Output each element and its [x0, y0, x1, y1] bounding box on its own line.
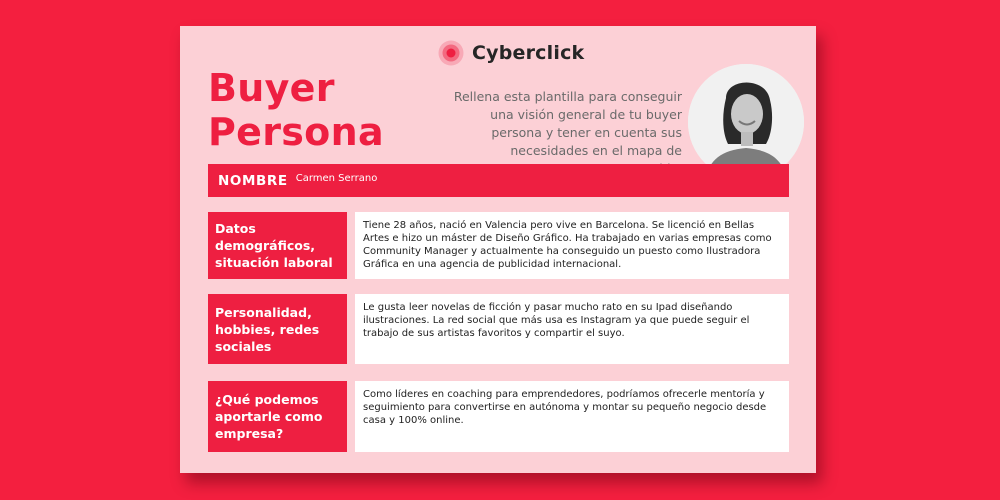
section-label-personality: Personalidad, hobbies, redes sociales: [208, 294, 347, 364]
section-label-company-value: ¿Qué podemos aportarle como empresa?: [208, 381, 347, 452]
person-photo-icon: [688, 64, 804, 180]
cyberclick-logo-icon: [438, 40, 464, 66]
avatar: [688, 64, 804, 180]
page-title: [208, 66, 384, 154]
brand: [438, 40, 584, 66]
name-value: Carmen Serrano: [295, 173, 378, 184]
section-text-personality: Le gusta leer novelas de ficción y pasar mucho rato en su Ipad diseñando ilustraciones. La red social que más usa es Instagram ya que puede seguir el trabajo de sus artistas favoritos y compartir el suyo.: [355, 294, 789, 364]
brand-name: Cyberclick: [472, 42, 585, 64]
section-text-demographics: Tiene 28 años, nació en Valencia pero vive en Barcelona. Se licenció en Bellas Artes e hizo un máster de Diseño Gráfico. Ha trabajado en varias empresas como Community Manager y actualmente ha conseguido un puesto como Ilustradora Gráfica en una agencia de publicidad internacional.: [355, 212, 789, 279]
name-bar: [208, 164, 789, 197]
title-line-1: Buyer: [208, 66, 335, 110]
name-label: NOMBRE: [218, 172, 288, 189]
buyer-persona-card: [180, 26, 816, 473]
title-line-2: Persona: [208, 110, 384, 154]
intro-text: Rellena esta plantilla para conseguir una visión general de tu buyer persona y tener en cuenta sus necesidades en el mapa de: [453, 89, 682, 158]
section-label-demographics: Datos demográficos, situación laboral: [208, 212, 347, 279]
section-text-company-value: Como líderes en coaching para emprendedores, podríamos ofrecerle mentoría y seguimiento para convertirse en autónoma y montar su pequeño negocio desde casa y 100% online.: [355, 381, 789, 452]
